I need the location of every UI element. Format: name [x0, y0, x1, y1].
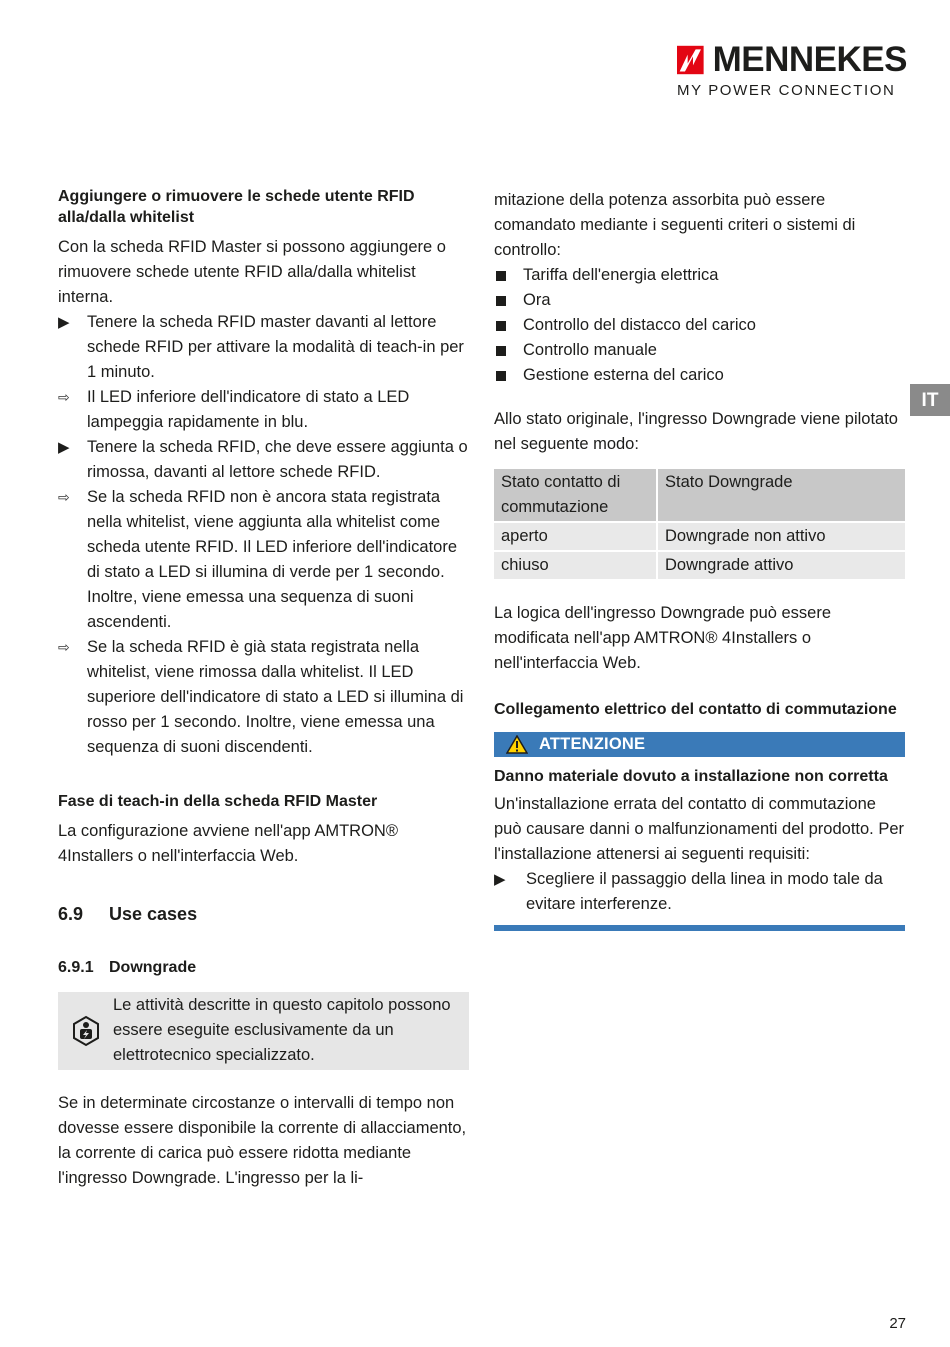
- teach-in-heading: Fase di teach-in della scheda RFID Master: [58, 793, 378, 810]
- rfid-steps-list: [58, 310, 469, 760]
- warning-text: Un'installazione errata del contatto di commutazione può causare danni o malfunzionamenti del prodotto. Per l'installazione attenersi ai seguenti requisiti:: [494, 795, 905, 863]
- mennekes-logo-icon: [677, 44, 704, 76]
- list-item: [494, 263, 905, 288]
- square-bullet-icon: [496, 321, 506, 331]
- criterion-text: Gestione esterna del carico: [523, 366, 724, 384]
- list-item: [58, 385, 469, 435]
- criteria-list: [494, 263, 905, 388]
- list-item: [58, 485, 469, 635]
- table-row: [494, 552, 905, 581]
- subsection-title: Downgrade: [109, 959, 197, 976]
- brand-tagline: MY POWER CONNECTION: [677, 82, 896, 99]
- result-arrow-icon: ⇨: [58, 639, 70, 655]
- step-text: Scegliere il passaggio della linea in modo tale da evitare interferenze.: [526, 870, 883, 913]
- section-title: Use cases: [109, 904, 198, 924]
- step-text: Se la scheda RFID è già stata registrata nella whitelist, viene rimossa dalla whitelist. Il LED superiore dell'indicatore di stato a LED si illumina di rosso per 1 secondo. Inoltre, viene emessa una sequenza di suoni discendenti.: [87, 638, 464, 756]
- left-column: [58, 186, 469, 1191]
- result-arrow-icon: ⇨: [58, 389, 70, 405]
- warning-title: Danno materiale dovuto a installazione non corretta: [494, 768, 888, 785]
- list-item: [494, 313, 905, 338]
- note-text: Le attività descritte in questo capitolo possono essere eseguite esclusivamente da un elettrotecnico specializzato.: [113, 996, 451, 1064]
- square-bullet-icon: [496, 371, 506, 381]
- warning-icon: [506, 735, 528, 754]
- step-text: Tenere la scheda RFID, che deve essere aggiunta o rimossa, davanti al lettore schede RFID.: [87, 438, 468, 481]
- table-header-cell: Stato contatto di commutazione: [494, 469, 658, 523]
- list-item: [494, 338, 905, 363]
- list-item: [58, 310, 469, 385]
- list-item: [494, 363, 905, 388]
- criterion-text: Ora: [523, 291, 551, 309]
- warning-banner: [494, 732, 905, 757]
- step-text: Il LED inferiore dell'indicatore di stato a LED lampeggia rapidamente in blu.: [87, 388, 410, 431]
- table-header-cell: Stato Downgrade: [658, 469, 905, 523]
- language-tab: IT: [910, 384, 950, 416]
- original-state-text: Allo stato originale, l'ingresso Downgrade viene pilotato nel seguente modo:: [494, 410, 898, 453]
- connection-heading: Collegamento elettrico del contatto di commutazione: [494, 701, 897, 718]
- table-cell: aperto: [494, 523, 658, 552]
- rfid-whitelist-intro: Con la scheda RFID Master si possono aggiungere o rimuovere schede utente RFID alla/dalla whitelist interna.: [58, 238, 446, 306]
- table-header-row: [494, 469, 905, 523]
- electrician-note: [58, 992, 469, 1070]
- action-step-icon: ▶: [58, 439, 70, 456]
- list-item: [58, 635, 469, 760]
- list-item: [58, 435, 469, 485]
- square-bullet-icon: [496, 271, 506, 281]
- logic-text: La logica dell'ingresso Downgrade può essere modificata nell'app AMTRON® 4Installers o nell'interfaccia Web.: [494, 604, 832, 672]
- section-heading: [58, 902, 469, 926]
- list-item: [494, 867, 905, 917]
- warning-end-rule: [494, 925, 905, 931]
- step-text: Tenere la scheda RFID master davanti al lettore schede RFID per attivare la modalità di teach-in per 1 minuto.: [87, 313, 464, 381]
- warning-steps: [494, 867, 905, 917]
- result-arrow-icon: ⇨: [58, 489, 70, 505]
- subsection-heading: [58, 957, 469, 979]
- subsection-number: 6.9.1: [58, 959, 94, 976]
- brand-name: MENNEKES: [712, 40, 907, 79]
- table-cell: Downgrade attivo: [658, 552, 905, 581]
- action-step-icon: ▶: [494, 871, 506, 888]
- section-number: 6.9: [58, 904, 84, 924]
- criterion-text: Controllo manuale: [523, 341, 657, 359]
- criterion-text: Tariffa dell'energia elettrica: [523, 266, 719, 284]
- square-bullet-icon: [496, 296, 506, 306]
- table-cell: Downgrade non attivo: [658, 523, 905, 552]
- right-column: [494, 188, 905, 931]
- step-text: Se la scheda RFID non è ancora stata registrata nella whitelist, viene aggiunta alla whitelist come scheda utente RFID. Il LED inferiore dell'indicatore di stato a LED si illumina di verde per 1 secondo. Inoltre, viene emessa una sequenza di suoni ascendenti.: [87, 488, 458, 631]
- downgrade-table: [494, 469, 905, 581]
- electrician-icon: [70, 1015, 102, 1047]
- action-step-icon: ▶: [58, 314, 70, 331]
- page-number: 27: [889, 1315, 906, 1332]
- brand-logo: [677, 42, 907, 101]
- list-item: [494, 288, 905, 313]
- criterion-text: Controllo del distacco del carico: [523, 316, 756, 334]
- table-row: [494, 523, 905, 552]
- warning-label: ATTENZIONE: [539, 735, 646, 753]
- downgrade-paragraph: Se in determinate circostanze o intervalli di tempo non dovesse essere disponibile la corrente di allacciamento, la corrente di carica può essere ridotta mediante l'ingresso Downgrade. L'ingresso per la li-: [58, 1094, 467, 1187]
- table-cell: chiuso: [494, 552, 658, 581]
- note-icon-cell: [58, 992, 113, 1070]
- rfid-whitelist-heading: Aggiungere o rimuovere le schede utente RFID alla/dalla whitelist: [58, 188, 415, 226]
- teach-in-text: La configurazione avviene nell'app AMTRON® 4Installers o nell'interfaccia Web.: [58, 822, 398, 865]
- square-bullet-icon: [496, 346, 506, 356]
- continuation-text: mitazione della potenza assorbita può essere comandato mediante i seguenti criteri o sistemi di controllo:: [494, 191, 856, 259]
